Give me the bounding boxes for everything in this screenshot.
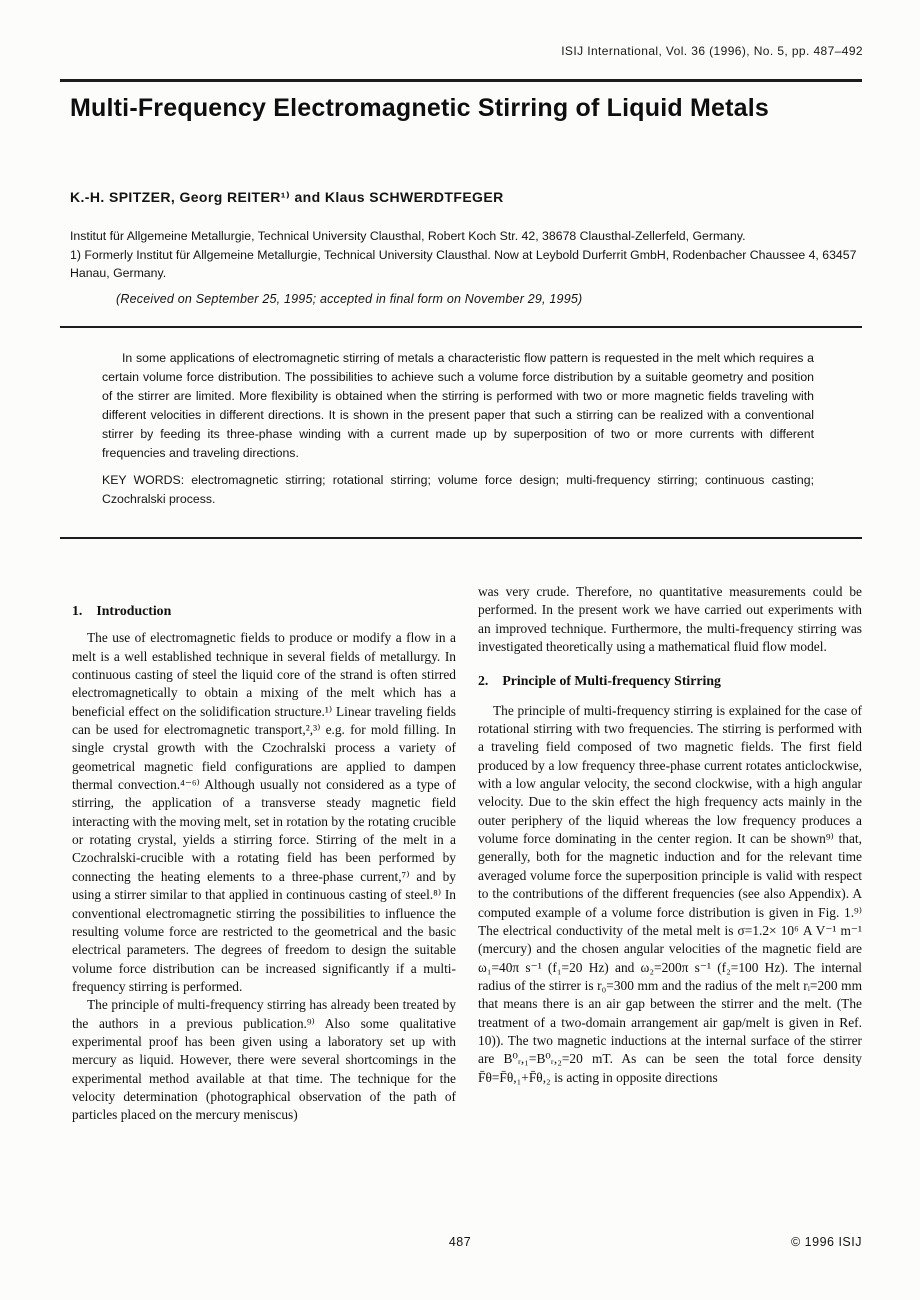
section-heading-introduction bbox=[72, 602, 456, 620]
abstract-top-rule bbox=[60, 326, 862, 328]
page-number: 487 bbox=[448, 1235, 472, 1249]
section-heading-principle bbox=[478, 672, 862, 690]
section-title: Introduction bbox=[96, 603, 172, 618]
intro-paragraph-2: The principle of multi-frequency stirring has already been treated by the authors in a previous publication.⁹⁾ Also some qualitative experimental proof has been given using a laboratory set up with mercury as liquid. However, there were several shortcomings in the experimental method available at that time. The technique for the velocity determination (photographical observation of the path of particles placed on the mercury meniscus) bbox=[72, 997, 456, 1123]
received-accepted-line: (Received on September 25, 1995; accepted in final form on November 29, 1995) bbox=[116, 292, 583, 306]
abstract-bottom-rule bbox=[60, 537, 862, 539]
abstract-text: In some applications of electromagnetic stirring of metals a characteristic flow pattern is requested in the melt which requires a certain volume force distribution. The possibilities to achieve such a volume force distribution by a suitable geometry and position of the stirrer are limited. More flexibility is obtained when the stirring is performed with two or more magnetic fields traveling with different velocities in different directions. It is shown in the present paper that such a stirring can be realized with a conventional stirrer by feeding its three-phase winding with a current made up by superposition of two or more currents with different frequencies and traveling directions. bbox=[102, 351, 814, 460]
principle-paragraph-1: The principle of multi-frequency stirring is explained for the case of rotational stirring with two frequencies. The stirring is performed with a traveling field composed of two magnetic fields. The first field produced by a low frequency three-phase current rotates anticlockwise, with a low angular velocity, the second clockwise, with a high angular velocity. Due to the skin effect the high frequency acts mainly in the outer periphery of the liquid whereas the low frequency produces a volume force dominating in the center region. It can be shown⁹⁾ that, generally, both for the magnetic induction and for the relevant time averaged volume force the superposition principle is valid with respect to the contributions of the different frequencies (see also Appendix). A computed example of a volume force distribution is given in Fig. 1.⁹⁾ The electrical conductivity of the metal melt is σ=1.2× 10⁶ A V⁻¹ m⁻¹ (mercury) and the chosen angular velocities of the magnetic field are ω₁=40π s⁻¹ (f₁=20 Hz) and ω₂=200π s⁻¹ (f₂=100 Hz). The internal radius of the stirrer is r₀=300 mm and the radius of the melt rᵢ=200 mm that means there is an air gap between the stirrer and the melt. (The treatment of a two-domain arrangement air gap/melt is given in Ref. 10)). The two magnetic inductions at the internal surface of the stirrer are B⁰ᵣ,₁=B⁰ᵣ,₂=20 mT. As can be seen the total force density F̄θ=F̄θ,₁+F̄θ,₂ is acting in opposite directions bbox=[478, 702, 862, 1085]
body-two-columns bbox=[72, 583, 862, 1125]
section-number: 2. bbox=[478, 673, 489, 689]
section-number: 1. bbox=[72, 603, 83, 618]
journal-citation-line: ISIJ International, Vol. 36 (1996), No. 5, pp. 487–492 bbox=[561, 44, 863, 58]
header-rule bbox=[60, 79, 862, 82]
authors-line: K.-H. SPITZER, Georg REITER¹⁾ and Klaus SCHWERDTFEGER bbox=[70, 189, 504, 205]
intro-paragraph-1: The use of electromagnetic fields to produce or modify a flow in a melt is a well established technique in several fields of metallurgy. In continuous casting of steel the liquid core of the strand is often stirred electromagnetically to obtain a mixing of the melt which has a beneficial effect on the solidification structure.¹⁾ Linear traveling fields can be used for electromagnetic transport,²,³⁾ e.g. for mold filling. In single crystal growth with the Czochralski process a variety of geometrical magnetic field configurations are applied to dampen thermal convection.⁴⁻⁶⁾ Although usually not considered as a type of stirring, the application of a transverse steady magnetic field interacting with the moving melt, set in rotation by the rotating crucible or rotating crystal, yields a stirring force. Stirring of the melt in a Czochralski-crucible with a rotating field has been performed by connecting the heating elements to a three-phase current,⁷⁾ and by using a stirrer similar to that applied in continuous casting of steel.⁸⁾ In conventional electromagnetic stirring the possibilities to influence the resulting volume force are restricted to the geometrical and the basic electrical parameters. The degrees of freedom to design the suitable volume force distribution can be increased significantly if a multi-frequency stirring is performed. bbox=[72, 630, 456, 994]
intro-paragraph-2-continued: was very crude. Therefore, no quantitative measurements could be performed. In the present work we have carried out experiments with an improved technique. Furthermore, the multi-frequency stirring was investigated theoretically using a mathematical fluid flow model. bbox=[478, 584, 862, 655]
left-column bbox=[72, 583, 456, 1125]
affiliation-line-1: Institut für Allgemeine Metallurgie, Technical University Clausthal, Robert Koch Str. 42, 38678 Clausthal-Zellerfeld, Germany. bbox=[70, 229, 746, 243]
section-title: Principle of Multi-frequency Stirring bbox=[502, 673, 721, 689]
right-column bbox=[478, 583, 862, 1125]
paper-title: Multi-Frequency Electromagnetic Stirring of Liquid Metals bbox=[70, 94, 769, 122]
keywords-line: KEY WORDS: electromagnetic stirring; rotational stirring; volume force design; multi-frequency stirring; continuous casting; Czochralski process. bbox=[102, 473, 814, 506]
affiliation-line-2: 1) Formerly Institut für Allgemeine Metallurgie, Technical University Clausthal. Now at Leybold Durferrit GmbH, Rodenbacher Chaussee 4, 63457 Hanau, Germany. bbox=[70, 247, 857, 280]
copyright-notice: © 1996 ISIJ bbox=[791, 1235, 862, 1249]
affiliation-block bbox=[70, 227, 864, 283]
